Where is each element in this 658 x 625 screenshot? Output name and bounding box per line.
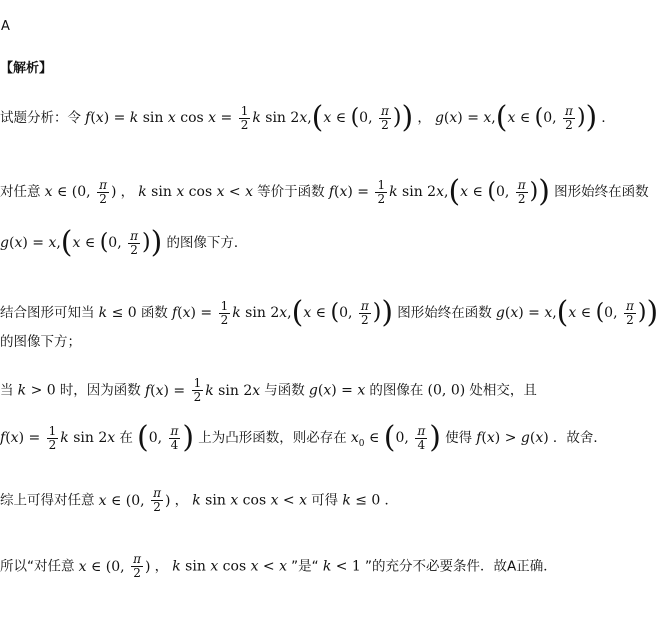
- analysis-line-3: [0, 225, 248, 260]
- line9-cond: k < 1: [322, 558, 361, 575]
- line2-domain: x ∈ (0, $\frac{\pi}{2}$ ): [44, 177, 117, 206]
- line8-domain: x ∈ (0, $\frac{\pi}{2}$ ): [98, 486, 171, 514]
- line2-prefix: 对任意: [0, 184, 41, 200]
- line8-cond: k ≤ 0: [342, 492, 381, 509]
- line3-tail: 的图像下方．: [166, 235, 248, 251]
- analysis-line-5: [0, 333, 81, 352]
- line6-mid2: 与函数: [264, 382, 305, 399]
- line4-cond: k ≤ 0: [98, 305, 137, 321]
- line7-mid3: 使得: [445, 430, 473, 446]
- line1-end: ．: [601, 110, 615, 126]
- line7-formula-f: f(x) = $\frac{1}{2}$ k sin 2x: [0, 423, 116, 452]
- line2-formula-f: f(x) = $\frac{1}{2}$ k sin 2x,(x ∈ (0, $\frac{\pi}{2}$ )): [328, 174, 550, 209]
- line7-mid1: 在: [119, 430, 133, 446]
- analysis-heading: 【解析】: [0, 61, 53, 76]
- line7-x0: $x_0$ ∈ (0, $\frac{\pi}{4}$ ): [350, 420, 441, 455]
- line6-point: (0, 0): [427, 382, 466, 399]
- line4-formula-f: f(x) = $\frac{1}{2}$ k sin 2x,(x ∈ (0, $\frac{\pi}{2}$ )): [171, 295, 394, 330]
- analysis-line-4: [0, 295, 658, 330]
- line6-formula-f: f(x) = $\frac{1}{2}$ k sin 2x: [144, 376, 261, 404]
- line9-sep: ，: [154, 558, 169, 575]
- line7-mid2: 上为凸形函数，则必存在: [198, 430, 347, 446]
- line7-ineq: f(x) > g(x): [476, 430, 549, 446]
- line2-tail: 图形始终在函数: [554, 184, 649, 200]
- line4-func: 函数: [140, 305, 168, 321]
- line1-sep: ，: [417, 110, 431, 126]
- line9-prefix: 所以“对任意: [0, 558, 75, 575]
- line6-mid1: 时，因为函数: [59, 382, 141, 399]
- answer-label: A: [1, 19, 10, 34]
- line9-mid: ”是“: [291, 558, 319, 575]
- line6-formula-g: g(x) = x: [308, 382, 366, 399]
- line1-formula-g: g(x) = x,(x ∈ (0, $\frac{\pi}{2}$ )): [434, 100, 598, 135]
- analysis-line-6: [0, 377, 537, 404]
- analysis-line-2: [0, 174, 649, 209]
- line1-formula-f: f(x) = k sin x cos x = $\frac{1}{2}$ k sin 2x,(x ∈ (0, $\frac{\pi}{2}$ )): [85, 100, 414, 135]
- line8-mid: 可得: [311, 492, 339, 509]
- line9-domain: x ∈ (0, $\frac{\pi}{2}$ ): [78, 552, 151, 580]
- line9-tail: ”的充分不必要条件．故A正确．: [364, 558, 557, 575]
- line7-tail: ．故舍．: [552, 430, 607, 446]
- line8-prefix: 综上可得对任意: [0, 492, 95, 509]
- line2-ineq: k sin x cos x < x: [138, 184, 254, 200]
- line6-mid3: 的图像在: [369, 382, 424, 399]
- analysis-line-8: [0, 487, 398, 514]
- line5-text: 的图像下方；: [0, 334, 81, 350]
- line4-mid: 图形始终在函数: [397, 305, 492, 321]
- line1-prefix: 试题分析：令: [0, 110, 81, 126]
- line6-cond: k > 0: [17, 382, 56, 399]
- analysis-line-1: [0, 100, 615, 135]
- line3-formula-g: g(x) = x,(x ∈ (0, $\frac{\pi}{2}$ )): [0, 225, 163, 260]
- analysis-line-9: [0, 553, 557, 580]
- line4-prefix: 结合图形可知当: [0, 305, 95, 321]
- line7-interval: (0, $\frac{\pi}{4}$ ): [136, 420, 195, 455]
- line4-formula-g: g(x) = x,(x ∈ (0, $\frac{\pi}{2}$ )): [495, 295, 658, 330]
- line6-prefix: 当: [0, 382, 14, 399]
- line2-equiv: 等价于函数: [257, 184, 325, 200]
- line8-ineq: k sin x cos x < x: [192, 492, 308, 509]
- line9-ineq: k sin x cos x < x: [172, 558, 288, 575]
- line8-tail: ．: [384, 492, 398, 509]
- analysis-line-7: [0, 420, 607, 455]
- line8-sep: ，: [174, 492, 189, 509]
- line6-tail: 处相交，且: [469, 382, 537, 399]
- line2-sep: ，: [120, 184, 135, 200]
